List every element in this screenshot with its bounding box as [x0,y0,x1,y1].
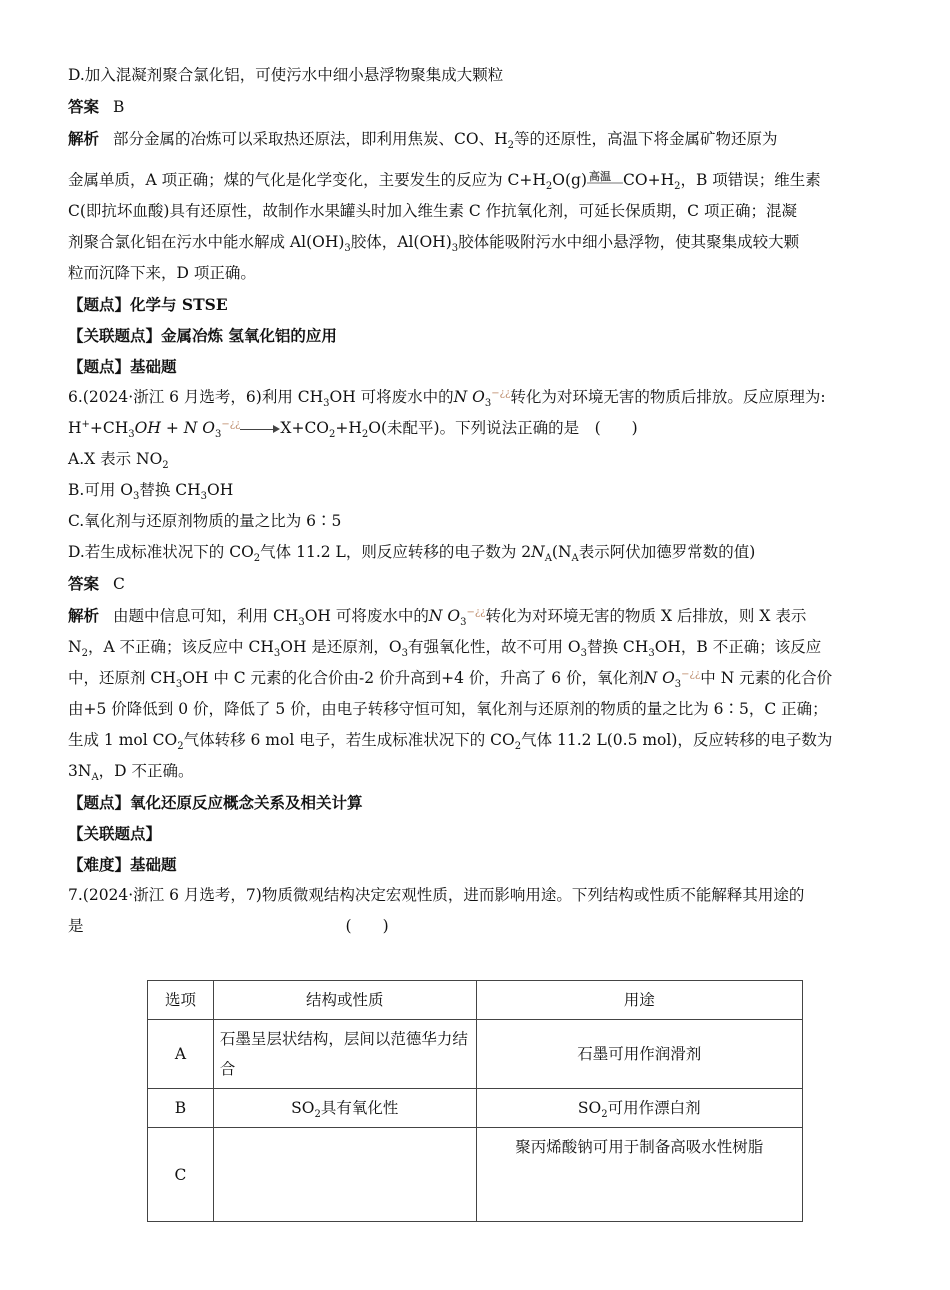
text: OH 可将废水中的 [329,388,454,406]
text: OH 可将废水中的 [304,607,429,625]
text: 转化为对环境无害的物质 X 后排放，则 X 表示 [485,607,807,625]
text: SO [291,1099,315,1117]
q6-tag-difficulty: 【难度】基础题 [68,855,177,874]
text: OH，B 不正确；该反应 [654,638,822,656]
q6-option-a: A.X 表示 $NO_2$ [68,450,169,472]
header-option: 选项 [148,981,214,1020]
nitrate-formula: N O [428,607,461,625]
text: 生成 1 mol CO [68,731,178,749]
q6-answer [68,568,884,600]
row-property: $SO_2$具有氧化性 [213,1089,476,1128]
text: B.可用 O [68,481,133,499]
row-use: 石墨可用作润滑剂 [476,1020,802,1089]
text: 6.(2024·浙江 6 月选考，6)利用 CH [68,388,324,406]
q5-tag-point: 【题点】化学与 STSE [68,295,228,314]
answer-value: B [113,98,125,116]
q5-analysis-line-1: 解析 部分金属的冶炼可以采取热还原法，即利用焦炭、CO、$H_2$等的还原性，高温下将金属矿物还原为 [68,129,778,152]
text: A [544,553,552,565]
q6-option-b: B.可用 $O_3$替换 $CH_3OH$ [68,481,234,503]
answer-label: 答案 [68,574,100,593]
text: 部分金属的冶炼可以采取热还原法，即利用焦炭、CO、H [113,130,508,148]
q5-analysis-line-4: 剂聚合氯化铝在污水中能水解成 $Al(OH)_3$胶体，$Al(OH)_3$胶体能吸附污水中细小悬浮物，使其聚集成较大颗 [68,233,800,255]
q5-analysis-line-5: 粒而沉降下来，D 项正确。 [68,264,256,282]
text: 等的还原性，高温下将金属矿物还原为 [513,130,778,148]
q6-analysis-line-1: 解析 由题中信息可知，利用 $CH_3OH$ 可将废水中的N $O_3^{-¿¿}$转化为对环境无害的物质 X 后排放，则 X 表示 [68,606,807,629]
table-row [148,1128,803,1222]
text: OH 是还原剂，O [280,638,402,656]
row-option: B [148,1089,214,1128]
q6-stem-line-1: 6.(2024·浙江 6 月选考，6)利用 $CH_3OH$ 可将废水中的N $O_3^{-¿¿}$转化为对环境无害的物质后排放。反应原理为: [68,387,826,410]
analysis-label: 解析 [68,606,100,625]
text: A.X 表示 NO [68,450,163,468]
nitrate-formula: N O [643,669,675,687]
q6-analysis-line-4: 由+5 价降低到 0 价，降低了 5 价，由电子转移守恒可知，氧化剂与还原剂的物质的量之比为 6∶5，C 正确； [68,700,828,718]
text: +CH [89,419,129,437]
q5-analysis-line-2: 金属单质，A 项正确；煤的气化是化学变化，主要发生的反应为 $C+H_2O(g)$ 高温 $CO+H_2$，B 项错误；维生素 [68,165,884,196]
text: 是 [68,917,84,935]
q6-tag-related: 【关联题点】 [68,824,162,843]
text: CO+H [623,171,675,189]
text: ，D 不正确。 [98,762,194,780]
analysis-label: 解析 [68,129,100,148]
q6-analysis-line-3: 中，还原剂 $CH_3OH$ 中 C 元素的化合价由-2 价升高到+4 价，升高了 6 价，氧化剂N $O_3^{-¿¿}$中 N 元素的化合价 [68,668,833,691]
text: ，A 不正确；该反应中 CH [87,638,274,656]
row-option: A [148,1020,214,1089]
q5-tag-level: 【题点】基础题 [68,357,177,376]
table-header-row [148,981,803,1020]
row-property [213,1128,476,1222]
q5-option-d: D.加入混凝剂聚合氯化铝，可使污水中细小悬浮物聚集成大颗粒 [68,66,504,84]
answer-label: 答案 [68,97,100,116]
q6-analysis-line-6 [68,756,884,787]
text: 由题中信息可知，利用 CH [113,607,299,625]
charge-mark: −¿¿ [466,606,486,618]
charge-mark: −¿¿ [221,418,241,430]
text: H [68,419,82,437]
header-use: 用途 [476,981,802,1020]
q6-analysis-line-2: $N_2$，A 不正确；该反应中 $CH_3OH$ 是还原剂，$O_3$有强氧化性，故不可用 $O_3$替换 $CH_3OH$，B 不正确；该反应 [68,638,822,660]
condition-label: 高温 [589,170,612,183]
text: SO [577,1099,602,1117]
text: 气体 11.2 L(0.5 mol)，反应转移的电子数为 [521,731,833,749]
text: X+CO [280,419,330,437]
high-temperature-condition [587,171,623,191]
text: 剂聚合氯化铝在污水中能水解成 Al(OH) [68,233,345,251]
text: 有强氧化性，故不可用 O [407,638,581,656]
document-page [68,60,884,942]
text: OH 中 C 元素的化合价由-2 价升高到+4 价，升高了 6 价，氧化剂 [182,669,644,687]
text: (N [551,543,572,561]
text: D.若生成标准状况下的 CO [68,543,254,561]
q5-tag-related: 【关联题点】金属冶炼 氢氧化铝的应用 [68,326,337,345]
options-table [147,980,803,1222]
text: OH [207,481,234,499]
text: O(未配平)。下列说法正确的是 ( ) [368,419,638,437]
row-property: 石墨呈层状结构，层间以范德华力结合 [213,1020,476,1089]
text: 气体转移 6 mol 电子，若生成标准状况下的 CO [183,731,515,749]
q7-stem-line-2 [68,911,884,942]
q7-stem-line-1: 7.(2024·浙江 6 月选考，7)物质微观结构决定宏观性质，进而影响用途。下列结构或性质不能解释其用途的 [68,886,805,904]
row-use: $SO_2$可用作漂白剂 [476,1089,802,1128]
q5-answer [68,91,884,123]
text: 中 N 元素的化合价 [700,669,833,687]
q6-option-d: D.若生成标准状况下的 $CO_2$气体 11.2 L，则反应转移的电子数为 $2N_A(N_A$表示阿伏加德罗常数的值) [68,543,756,565]
text: 胶体能吸附污水中细小悬浮物，使其聚集成较大颗 [458,233,800,251]
text: +H [335,419,362,437]
text: ，B 项错误；维生素 [680,171,821,189]
text: N [531,543,545,561]
text: 气体 11.2 L，则反应转移的电子数为 2 [260,543,532,561]
charge-mark: −¿¿ [491,387,511,399]
charge-mark: −¿¿ [681,668,701,680]
text: N [68,638,82,656]
q6-analysis-line-5: 生成 1 mol $CO_2$气体转移 6 mol 电子，若生成标准状况下的 $CO_2$气体 11.2 L(0.5 mol)，反应转移的电子数为 [68,731,833,753]
text: 表示阿伏加德罗常数的值) [578,543,756,561]
text: 替换 CH [587,638,649,656]
text: A [91,772,99,784]
answer-blank: ( ) [345,917,389,935]
text: 金属单质，A 项正确；煤的气化是化学变化，主要发生的反应为 C+H [68,171,546,189]
q6-equation-line: $H^++CH_3OH + N$ $O_3^{-¿¿}$ $X+CO_2+H_2O$(未配平)。下列说法正确的是 ( ) [68,418,638,441]
text: 胶体，Al(OH) [350,233,452,251]
table-row [148,1089,803,1128]
row-use: 聚丙烯酸钠可用于制备高吸水性树脂 [476,1128,802,1222]
q6-tag-point: 【题点】氧化还原反应概念关系及相关计算 [68,793,363,812]
q6-option-c: C.氧化剂与还原剂物质的量之比为 6∶5 [68,512,342,530]
text: 可用作漂白剂 [607,1099,701,1117]
text: 转化为对环境无害的物质后排放。反应原理为: [510,388,826,406]
answer-value: C [113,575,125,593]
header-property: 结构或性质 [213,981,476,1020]
text: 替换 CH [139,481,201,499]
q5-analysis-line-3: C(即抗坏血酸)具有还原性，故制作水果罐头时加入维生素 C 作抗氧化剂，可延长保质期，C 项正确；混凝 [68,202,797,220]
text: O(g) [552,171,588,189]
text: 3N [68,762,92,780]
reaction-arrow-icon [240,422,280,436]
equation-formula: OH + N O [134,419,215,437]
text: 中，还原剂 CH [68,669,176,687]
nitrate-formula: N O [453,388,485,406]
row-option: C [148,1128,214,1222]
table-row [148,1020,803,1089]
text: 具有氧化性 [320,1099,399,1117]
